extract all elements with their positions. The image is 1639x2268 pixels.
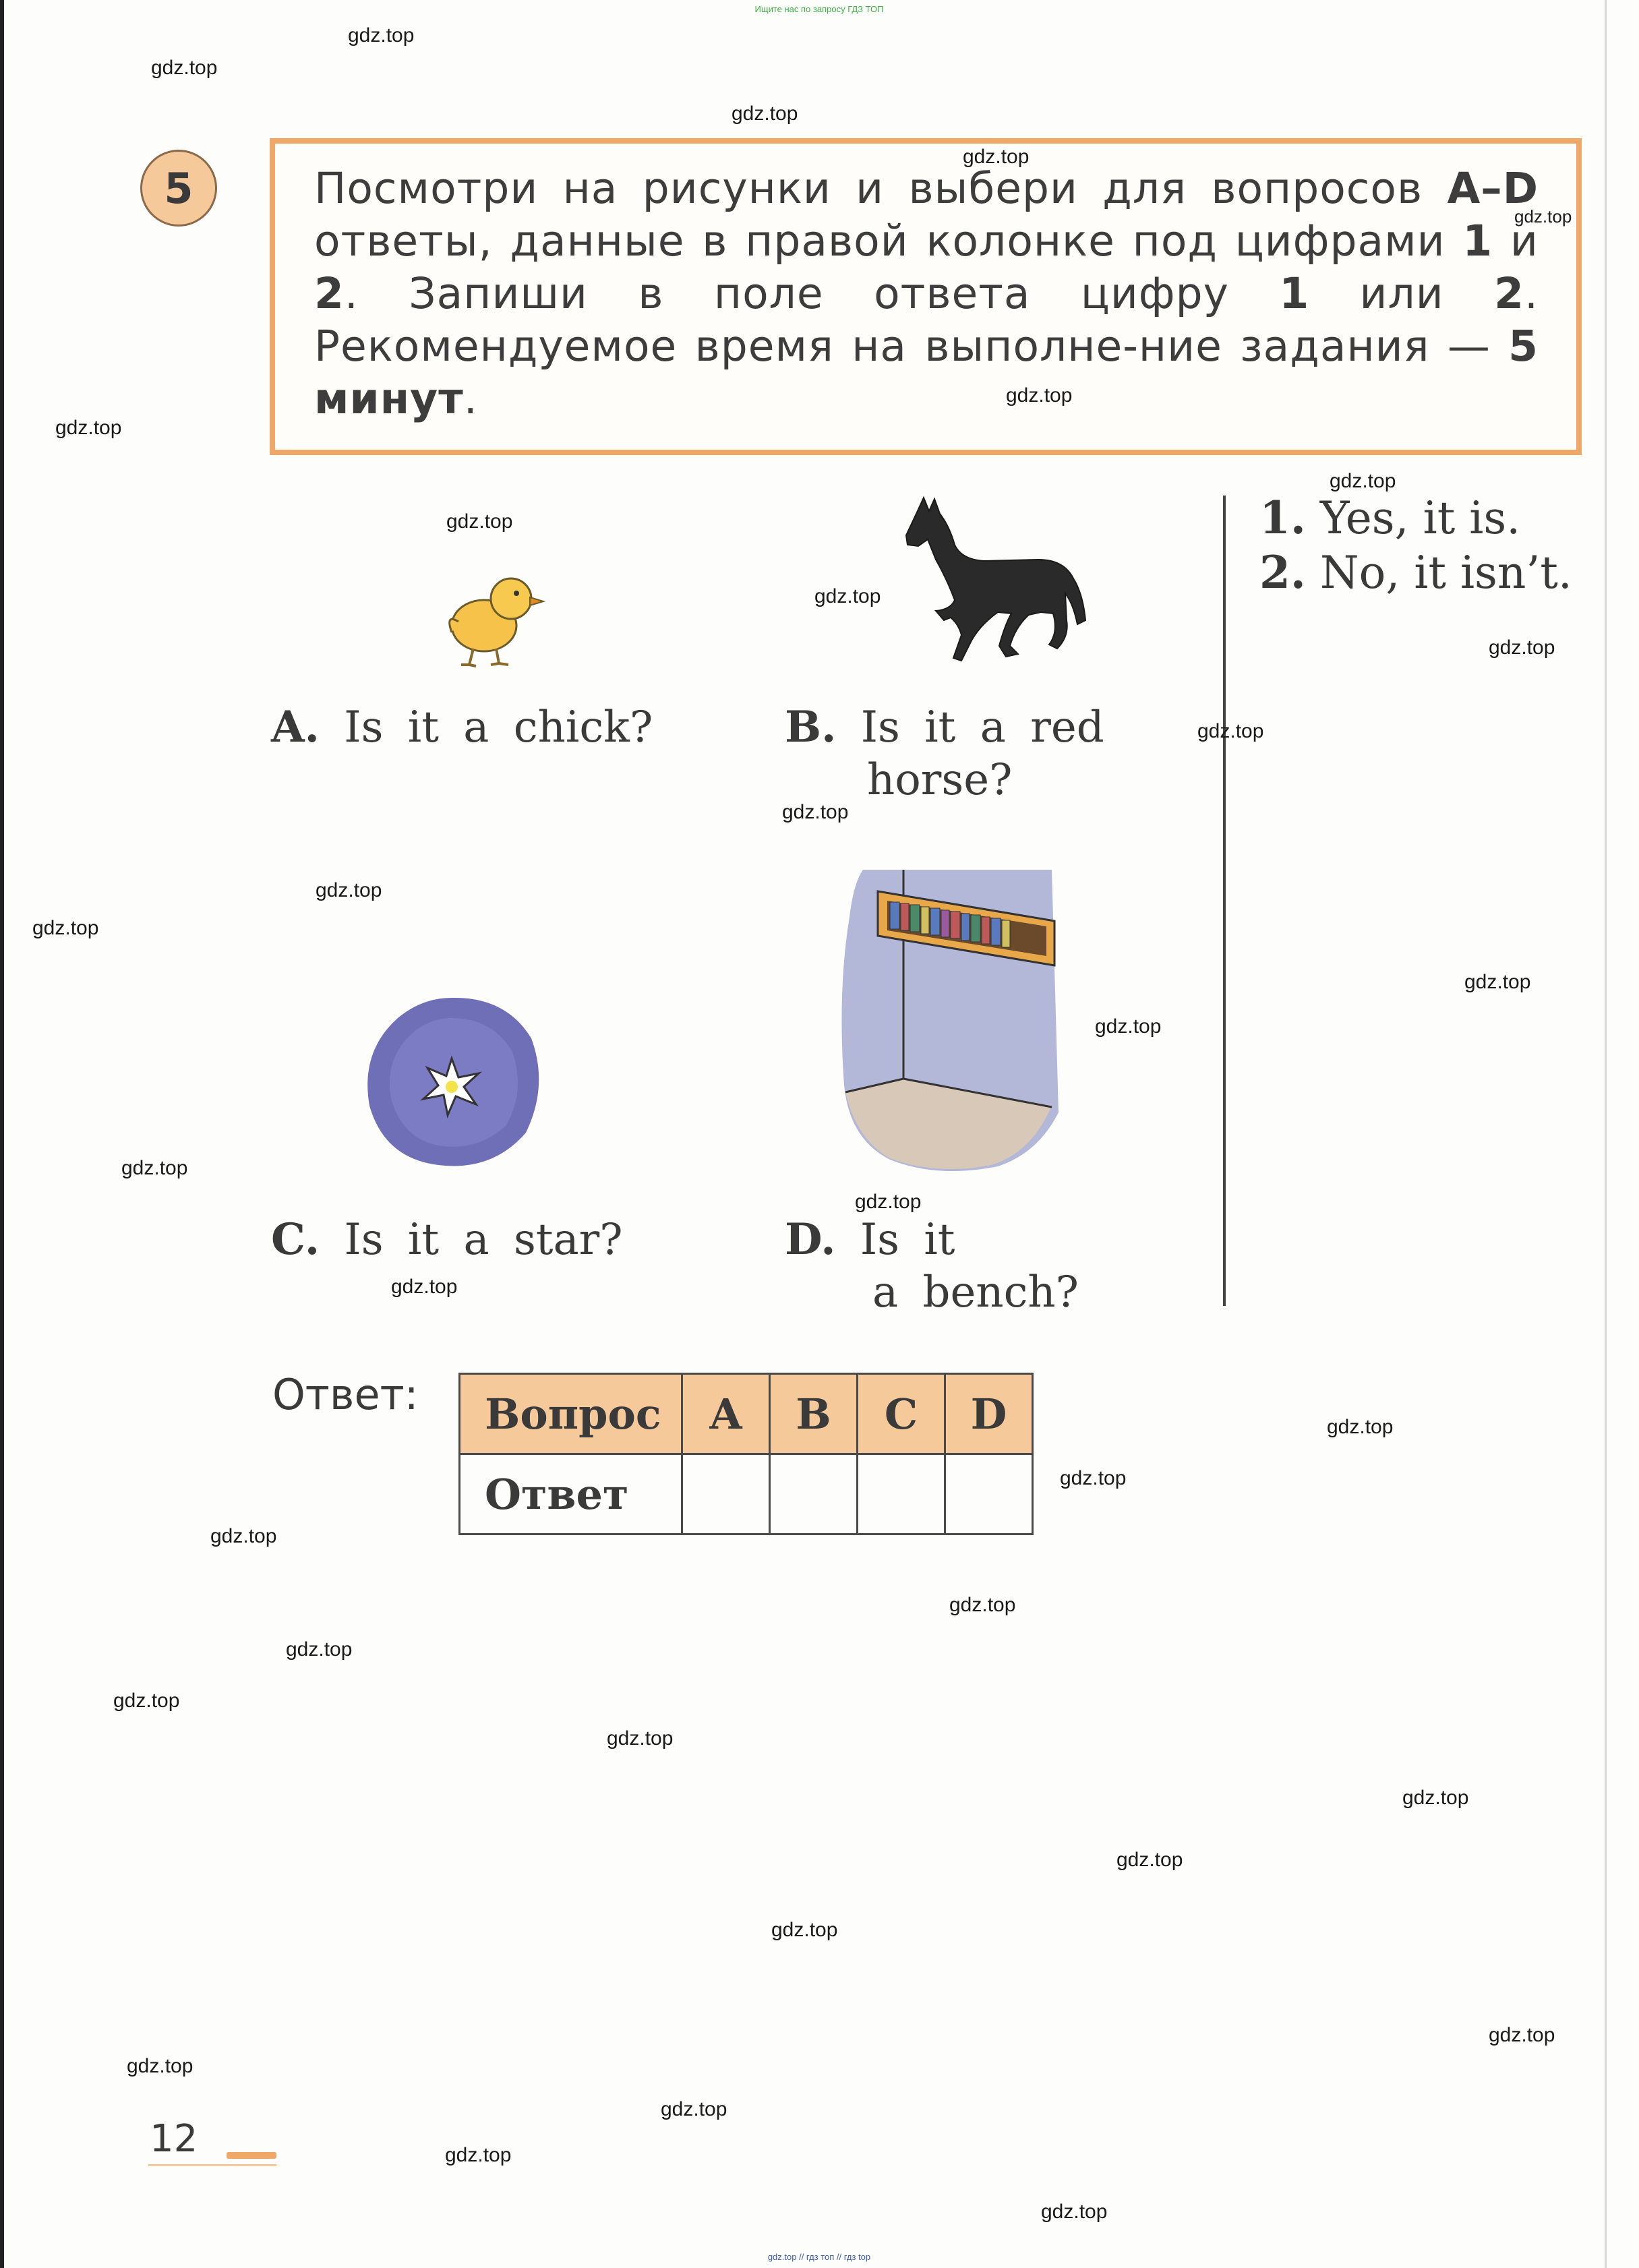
- watermark: gdz.top: [782, 801, 849, 823]
- watermark: gdz.top: [1095, 1015, 1162, 1038]
- table-header-question: Вопрос: [460, 1374, 682, 1454]
- task-number-badge: 5: [140, 150, 217, 227]
- page-number-underline: [227, 2152, 276, 2159]
- star-picture: [357, 991, 546, 1173]
- table-header-a: A: [682, 1374, 770, 1454]
- watermark: gdz.top: [121, 1157, 188, 1179]
- watermark: gdz.top: [1489, 636, 1555, 659]
- horse-picture: [897, 492, 1099, 667]
- watermark: gdz.top: [1060, 1467, 1127, 1489]
- bottom-note: gdz.top // гдз топ // гдз top: [767, 2252, 871, 2262]
- instruction-text: Посмотри на рисунки и выбери для вопросов A–D ответы, данные в правой колонке под цифрами 1 и 2. Запиши в поле ответа цифру 1 или 2. Рекомендуемое время на выполне-ние задания — 5 минут.: [314, 164, 1539, 423]
- watermark: gdz.top: [55, 417, 122, 439]
- watermark: gdz.top: [445, 2144, 512, 2166]
- table-header-b: B: [770, 1374, 858, 1454]
- watermark: gdz.top: [1402, 1787, 1469, 1809]
- watermark: gdz.top: [1464, 971, 1531, 993]
- page-right-edge: [1605, 0, 1607, 2268]
- watermark: gdz.top: [348, 24, 415, 47]
- watermark: gdz.top: [855, 1191, 922, 1213]
- watermark: gdz.top: [127, 2055, 193, 2077]
- question-a: A. Is it a chick?: [271, 702, 653, 752]
- watermark: gdz.top: [210, 1525, 277, 1547]
- answer-cell-b[interactable]: [770, 1454, 858, 1534]
- page-number: 12: [150, 2117, 198, 2161]
- answer-cell-d[interactable]: [945, 1454, 1033, 1534]
- watermark: gdz.top: [1116, 1849, 1183, 1871]
- table-header-d: D: [945, 1374, 1033, 1454]
- watermark: gdz.top: [771, 1919, 838, 1941]
- watermark: gdz.top: [1514, 206, 1572, 227]
- watermark: gdz.top: [732, 102, 798, 125]
- page-number-rule: [148, 2164, 276, 2166]
- question-c: C. Is it a star?: [271, 1214, 623, 1265]
- column-divider: [1223, 496, 1226, 1306]
- watermark: gdz.top: [607, 1727, 674, 1750]
- watermark: gdz.top: [316, 879, 382, 901]
- watermark: gdz.top: [286, 1638, 353, 1661]
- watermark: gdz.top: [391, 1276, 458, 1298]
- watermark: gdz.top: [1327, 1416, 1394, 1438]
- answer-table: [458, 1373, 1034, 1535]
- watermark: gdz.top: [949, 1594, 1016, 1616]
- table-row-label: Ответ: [460, 1454, 682, 1534]
- watermark: gdz.top: [151, 57, 218, 79]
- watermark: gdz.top: [814, 585, 881, 607]
- instruction-box: [270, 138, 1582, 455]
- option-1: 1. Yes, it is.: [1259, 491, 1521, 544]
- question-b: B. Is it a red horse?: [785, 702, 1104, 805]
- option-2: 2. No, it isn’t.: [1259, 546, 1572, 599]
- top-note: Ищите нас по запросу ГДЗ ТОП: [754, 4, 884, 14]
- watermark: gdz.top: [963, 146, 1030, 168]
- watermark: gdz.top: [1330, 470, 1396, 492]
- answer-cell-a[interactable]: [682, 1454, 770, 1534]
- table-header-c: C: [858, 1374, 945, 1454]
- answer-cell-c[interactable]: [858, 1454, 945, 1534]
- watermark: gdz.top: [1197, 720, 1264, 742]
- chick-picture: [431, 560, 546, 667]
- question-d: D. Is it a bench?: [785, 1214, 1079, 1317]
- answer-label: Ответ:: [272, 1370, 419, 1419]
- page-left-edge: [0, 0, 4, 2268]
- room-picture: [836, 856, 1065, 1173]
- watermark: gdz.top: [1489, 2024, 1555, 2046]
- answer-options: [1259, 491, 1572, 600]
- watermark: gdz.top: [32, 917, 99, 939]
- watermark: gdz.top: [113, 1690, 180, 1712]
- watermark: gdz.top: [661, 2098, 727, 2120]
- watermark: gdz.top: [446, 510, 513, 533]
- watermark: gdz.top: [1006, 384, 1073, 407]
- watermark: gdz.top: [1041, 2201, 1108, 2223]
